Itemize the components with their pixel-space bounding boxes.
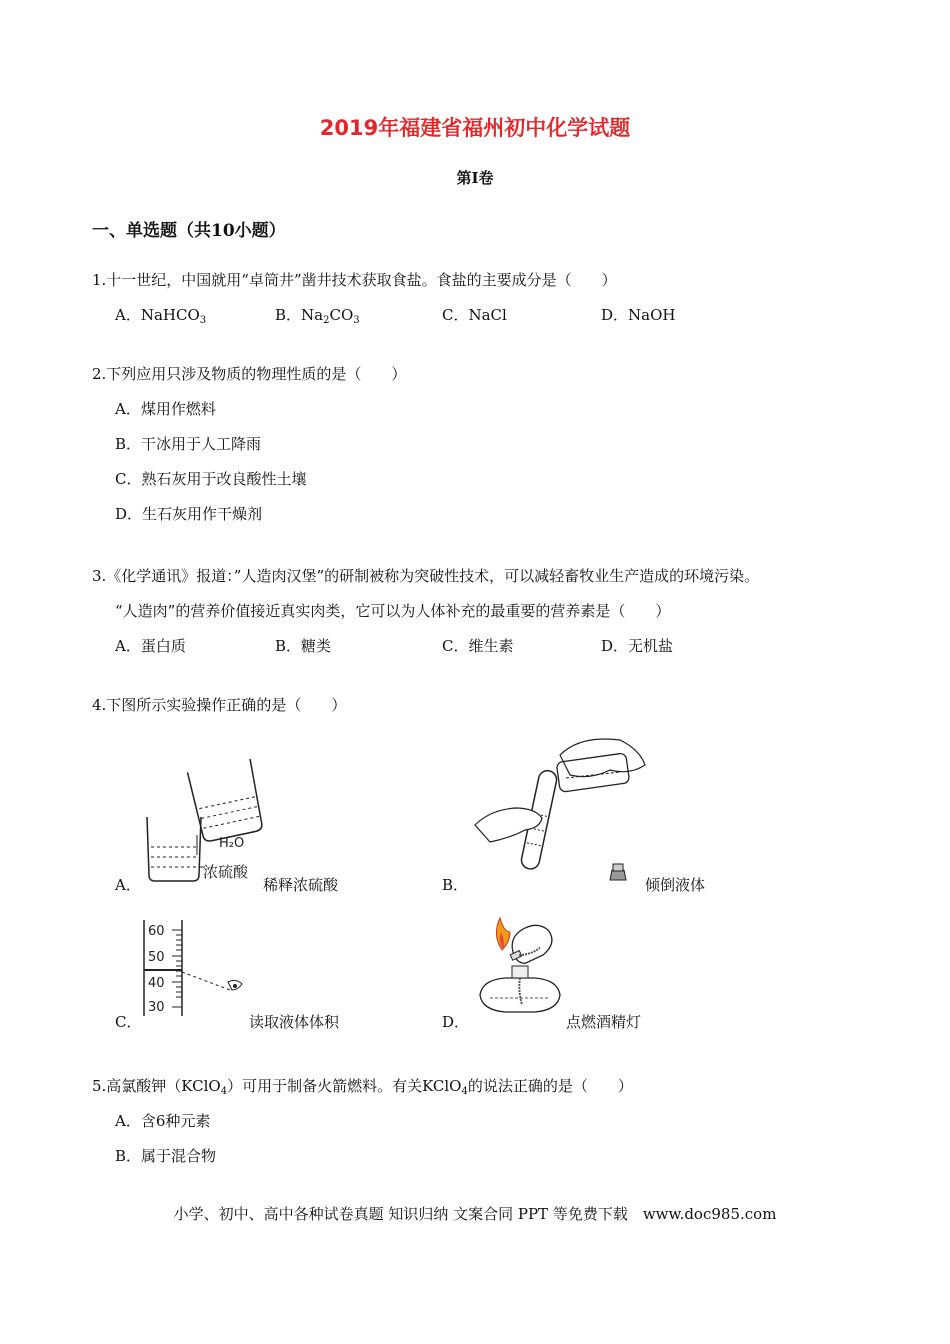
- q2-stem: 2.下列应用只涉及物质的物理性质的是（ ）: [92, 365, 407, 383]
- q4-figure-c-tick-60: 60: [148, 924, 165, 939]
- q4-option-d-label: D．: [442, 1013, 470, 1031]
- q5-stem-part1: 5.高氯酸钾（KClO: [92, 1077, 221, 1095]
- q1-option-a-formula: NaHCO: [140, 306, 200, 324]
- q4-figure-c-tick-30: 30: [148, 1000, 165, 1015]
- q3-stem-line1: 3.《化学通讯》报道：”人造肉汉堡”的研制被称为突破性技术，可以减轻畜牧业生产造成的环境污染。: [92, 567, 760, 585]
- q1-option-b-sub1: 2: [323, 315, 330, 326]
- q4-figure-d-alcohol-lamp: [470, 910, 570, 1025]
- q4-option-b-label: B．: [442, 876, 469, 894]
- q1-option-b-label: B．: [275, 306, 302, 324]
- q3-option-b: B．糖类: [275, 637, 332, 655]
- q5-option-a: A．含6种元素: [115, 1112, 211, 1130]
- q1-option-b-part1: Na: [301, 306, 324, 324]
- q1-option-a-label: A．: [115, 306, 141, 324]
- section-heading: 一、单选题（共10小题）: [92, 221, 286, 241]
- q4-figure-b-pouring: [470, 730, 660, 885]
- q3-stem-line2: “人造肉”的营养价值接近真实肉类，它可以为人体补充的最重要的营养素是（ ）: [115, 602, 671, 620]
- q5-stem-sub2: 4: [461, 1086, 468, 1097]
- q3-option-a: A．蛋白质: [115, 637, 186, 655]
- q4-option-c-label: C．: [115, 1013, 142, 1031]
- q4-figure-a-acid-label: 浓硫酸: [203, 863, 249, 881]
- q1-option-d: D．NaOH: [601, 306, 676, 324]
- q4-option-a-caption: 稀释浓硫酸: [263, 876, 339, 894]
- q2-option-a: A．煤用作燃料: [115, 400, 216, 418]
- page-footer: 小学、初中、高中各种试卷真题 知识归纳 文案合同 PPT 等免费下载 www.doc985.com: [173, 1205, 777, 1223]
- q4-figure-c-cylinder: [140, 918, 255, 1018]
- q5-stem: [92, 1076, 633, 1096]
- q1-stem: 1.十一世纪，中国就用“卓筒井”凿井技术获取食盐。食盐的主要成分是（ ）: [92, 271, 617, 289]
- q1-option-b: [275, 305, 360, 325]
- q4-figure-a-h2o-label: H₂O: [219, 836, 245, 851]
- q1-option-c: C．NaCl: [442, 306, 507, 324]
- q4-figure-c-tick-50: 50: [148, 950, 165, 965]
- q5-stem-part3: 的说法正确的是（ ）: [467, 1077, 633, 1095]
- q4-option-b-caption: 倾倒液体: [645, 876, 706, 894]
- q3-option-c: C．维生素: [442, 637, 514, 655]
- q1-option-a-sub: 3: [199, 315, 207, 326]
- q2-option-d: D．生石灰用作干燥剂: [115, 505, 263, 523]
- q1-option-b-part2: CO: [329, 306, 354, 324]
- q4-figure-c-tick-40: 40: [148, 976, 165, 991]
- q5-option-b: B．属于混合物: [115, 1147, 217, 1165]
- q4-option-d-caption: 点燃酒精灯: [566, 1013, 642, 1031]
- q5-stem-sub1: 4: [220, 1086, 228, 1097]
- q1-option-b-sub2: 3: [353, 315, 360, 326]
- page-title: 2019年福建省福州初中化学试题: [319, 116, 631, 140]
- q3-option-d: D．无机盐: [601, 637, 674, 655]
- q5-stem-part2: ）可用于制备火箭燃料。有关KClO: [227, 1077, 462, 1095]
- volume-label: 第Ⅰ卷: [456, 169, 494, 187]
- q4-stem: 4.下图所示实验操作正确的是（ ）: [92, 696, 347, 714]
- q2-option-b: B．干冰用于人工降雨: [115, 435, 262, 453]
- q4-option-c-caption: 读取液体体积: [249, 1013, 340, 1031]
- q2-option-c: C．熟石灰用于改良酸性土壤: [115, 470, 307, 488]
- q4-figure-a-dilution: [135, 755, 265, 885]
- q1-option-a: [115, 305, 206, 325]
- q4-option-a-label: A．: [115, 876, 141, 894]
